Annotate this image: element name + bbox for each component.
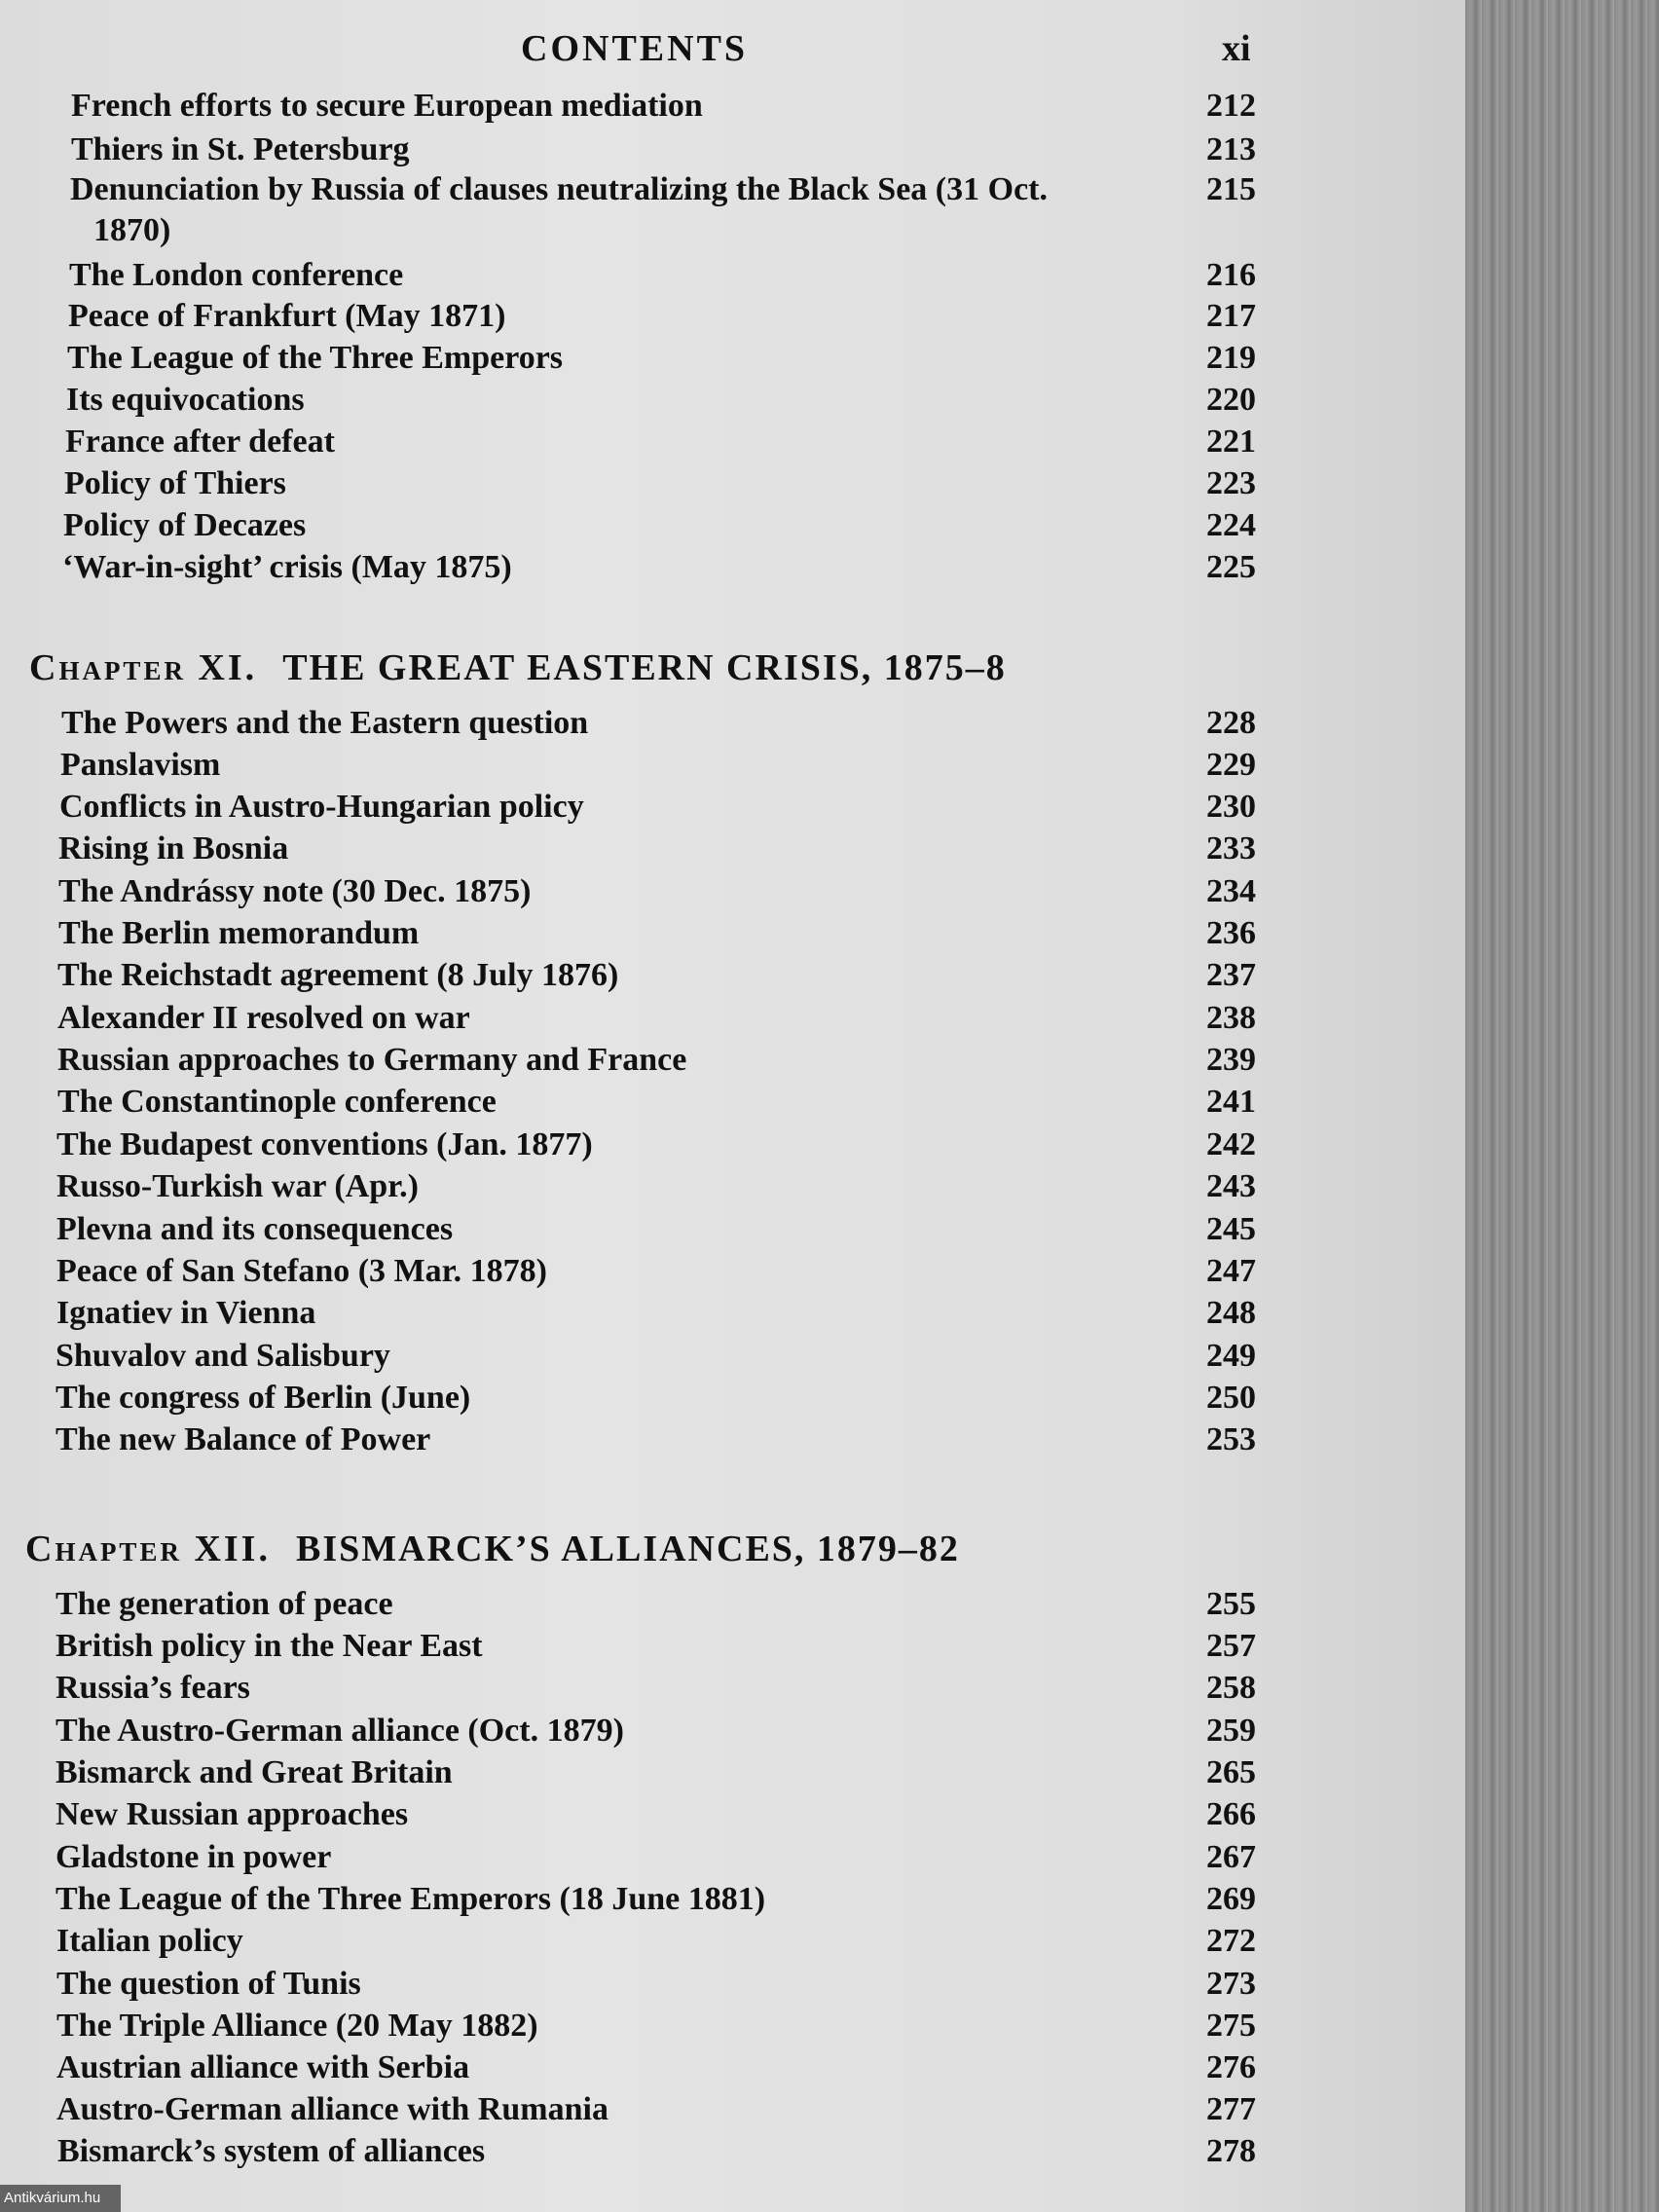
toc-entry-title: The Andrássy note (30 Dec. 1875) bbox=[58, 873, 532, 909]
toc-entry-title: The Triple Alliance (20 May 1882) bbox=[56, 2008, 538, 2044]
toc-entry-page: 236 bbox=[1206, 915, 1256, 951]
toc-entry-page: 242 bbox=[1206, 1126, 1256, 1162]
toc-entry-page: 278 bbox=[1206, 2133, 1256, 2169]
toc-entry-page: 250 bbox=[1206, 1380, 1256, 1416]
page-number: xi bbox=[1222, 28, 1251, 69]
toc-entry bbox=[57, 1000, 1256, 1043]
toc-entry bbox=[55, 1628, 1256, 1671]
toc-entry-title: Peace of San Stefano (3 Mar. 1878) bbox=[56, 1253, 547, 1289]
toc-entry-page: 267 bbox=[1206, 1839, 1256, 1875]
toc-entry-title: British policy in the Near East bbox=[55, 1628, 483, 1664]
toc-entry-page: 215 bbox=[1206, 171, 1256, 207]
toc-entry-title: Its equivocations bbox=[66, 382, 305, 418]
toc-entry bbox=[55, 1586, 1256, 1629]
toc-entry-page: 219 bbox=[1206, 340, 1256, 376]
toc-entry-page: 212 bbox=[1206, 88, 1256, 124]
toc-entry-title: New Russian approaches bbox=[55, 1796, 409, 1832]
toc-entry-page: 217 bbox=[1206, 298, 1256, 334]
chapter-heading-12 bbox=[25, 1528, 960, 1570]
toc-entry-title: Austro-German alliance with Rumania bbox=[56, 2091, 608, 2127]
toc-entry-page: 255 bbox=[1206, 1586, 1256, 1622]
toc-entry-page: 234 bbox=[1206, 873, 1256, 909]
toc-entry-title: Policy of Decazes bbox=[63, 507, 307, 543]
toc-entry-page: 223 bbox=[1206, 465, 1256, 501]
toc-entry-title: Denunciation by Russia of clauses neutralizing the Black Sea (31 Oct. bbox=[70, 171, 1048, 207]
toc-entry-page: 258 bbox=[1206, 1670, 1256, 1706]
toc-entry-page: 238 bbox=[1206, 1000, 1256, 1036]
toc-entry bbox=[55, 1380, 1256, 1422]
toc-entry-title: Panslavism bbox=[60, 747, 221, 783]
toc-entry bbox=[58, 873, 1256, 916]
chapter-label: Chapter XII. bbox=[25, 1529, 271, 1569]
toc-entry-title: Policy of Thiers bbox=[64, 465, 286, 501]
toc-entry bbox=[56, 1295, 1256, 1338]
toc-entry-page: 220 bbox=[1206, 382, 1256, 418]
toc-entry bbox=[71, 131, 1256, 174]
toc-entry-title: Conflicts in Austro-Hungarian policy bbox=[59, 789, 584, 825]
toc-entry-page: 277 bbox=[1206, 2091, 1256, 2127]
toc-entry-page: 221 bbox=[1206, 424, 1256, 460]
toc-entry-page: 228 bbox=[1206, 705, 1256, 741]
page-header bbox=[0, 27, 1465, 76]
toc-entry bbox=[56, 2091, 1256, 2134]
toc-entry-page: 243 bbox=[1206, 1168, 1256, 1204]
toc-entry bbox=[66, 382, 1256, 424]
toc-entry bbox=[55, 1670, 1256, 1713]
toc-entry bbox=[55, 1713, 1256, 1755]
toc-entry-page: 266 bbox=[1206, 1796, 1256, 1832]
chapter-label: Chapter XI. bbox=[29, 647, 258, 688]
toc-entry-page: 245 bbox=[1206, 1211, 1256, 1247]
toc-entry bbox=[64, 465, 1256, 508]
toc-entry-page: 275 bbox=[1206, 2008, 1256, 2044]
toc-entry-title: The London conference bbox=[69, 257, 404, 293]
toc-entry bbox=[56, 1966, 1256, 2009]
toc-entry-title: The League of the Three Emperors (18 June 1881) bbox=[55, 1881, 766, 1917]
toc-entry-title: The Budapest conventions (Jan. 1877) bbox=[56, 1126, 593, 1162]
toc-entry-title: Plevna and its consequences bbox=[56, 1211, 454, 1247]
toc-entry bbox=[59, 789, 1256, 831]
toc-entry bbox=[55, 1881, 1256, 1924]
toc-entry bbox=[60, 747, 1256, 790]
toc-entry bbox=[65, 424, 1256, 466]
toc-entry-title: The League of the Three Emperors bbox=[67, 340, 564, 376]
toc-entry-title: The congress of Berlin (June) bbox=[55, 1380, 471, 1416]
toc-entry-title: Bismarck and Great Britain bbox=[55, 1754, 453, 1790]
toc-entry-page: 247 bbox=[1206, 1253, 1256, 1289]
toc-entry-title: Peace of Frankfurt (May 1871) bbox=[68, 298, 506, 334]
toc-entry bbox=[55, 1839, 1256, 1882]
watermark: Antikvárium.hu bbox=[0, 2185, 121, 2212]
toc-entry-title: The generation of peace bbox=[55, 1586, 393, 1622]
toc-entry-title-continued: 1870) bbox=[93, 212, 171, 248]
toc-entry-page: 249 bbox=[1206, 1338, 1256, 1374]
toc-entry-page: 257 bbox=[1206, 1628, 1256, 1664]
toc-entry-page: 229 bbox=[1206, 747, 1256, 783]
toc-entry-title: ‘War-in-sight’ crisis (May 1875) bbox=[62, 549, 512, 585]
toc-entry bbox=[55, 1754, 1256, 1797]
toc-entry bbox=[61, 705, 1256, 748]
toc-entry-title: The Berlin memorandum bbox=[58, 915, 420, 951]
toc-entry-page: 230 bbox=[1206, 789, 1256, 825]
toc-entry bbox=[67, 340, 1256, 383]
toc-entry-page: 216 bbox=[1206, 257, 1256, 293]
toc-entry bbox=[55, 1338, 1256, 1381]
toc-entry-page: 241 bbox=[1206, 1084, 1256, 1120]
toc-entry-page: 224 bbox=[1206, 507, 1256, 543]
toc-entry-title: Russo-Turkish war (Apr.) bbox=[56, 1168, 419, 1204]
chapter-heading-11 bbox=[29, 646, 1007, 689]
toc-entry-page: 269 bbox=[1206, 1881, 1256, 1917]
page-title: CONTENTS bbox=[521, 28, 749, 69]
toc-entry bbox=[62, 549, 1256, 592]
toc-entry-page: 265 bbox=[1206, 1754, 1256, 1790]
toc-entry-title: The new Balance of Power bbox=[55, 1421, 431, 1457]
toc-entry bbox=[56, 1168, 1256, 1211]
toc-entry-title: Gladstone in power bbox=[55, 1839, 332, 1875]
toc-entry-title: Rising in Bosnia bbox=[58, 830, 289, 866]
toc-entry bbox=[56, 2008, 1256, 2050]
toc-entry-title: The Powers and the Eastern question bbox=[61, 705, 589, 741]
toc-entry-title: Shuvalov and Salisbury bbox=[55, 1338, 390, 1374]
toc-entry-title: Bismarck’s system of alliances bbox=[57, 2133, 486, 2169]
toc-entry bbox=[63, 507, 1256, 550]
toc-entry-title: Thiers in St. Petersburg bbox=[71, 131, 410, 167]
book-spine-edge bbox=[1465, 0, 1659, 2212]
toc-entry-title: The Reichstadt agreement (8 July 1876) bbox=[57, 957, 619, 993]
toc-entry bbox=[57, 2133, 1256, 2176]
toc-entry bbox=[58, 830, 1256, 873]
toc-entry-page: 237 bbox=[1206, 957, 1256, 993]
toc-entry-title: The question of Tunis bbox=[56, 1966, 361, 2002]
toc-entry-page: 248 bbox=[1206, 1295, 1256, 1331]
toc-entry-page: 259 bbox=[1206, 1713, 1256, 1749]
toc-entry-page: 272 bbox=[1206, 1923, 1256, 1959]
toc-entry bbox=[56, 1253, 1256, 1296]
toc-entry-title: The Constantinople conference bbox=[57, 1084, 497, 1120]
toc-entry bbox=[56, 1126, 1256, 1169]
toc-entry-title: Alexander II resolved on war bbox=[57, 1000, 470, 1036]
toc-entry-page: 233 bbox=[1206, 830, 1256, 866]
toc-entry-title: Ignatiev in Vienna bbox=[56, 1295, 316, 1331]
toc-entry bbox=[57, 957, 1256, 1000]
toc-entry bbox=[57, 1084, 1256, 1126]
toc-entry bbox=[56, 1211, 1256, 1254]
toc-entry-title: The Austro-German alliance (Oct. 1879) bbox=[55, 1713, 624, 1749]
toc-entry bbox=[55, 1796, 1256, 1839]
toc-entry bbox=[69, 257, 1256, 300]
toc-entry-page: 253 bbox=[1206, 1421, 1256, 1457]
toc-entry bbox=[58, 915, 1256, 958]
toc-entry-page: 239 bbox=[1206, 1042, 1256, 1078]
toc-entry-page: 276 bbox=[1206, 2049, 1256, 2085]
toc-entry bbox=[55, 1421, 1256, 1464]
toc-entry-title: Russia’s fears bbox=[55, 1670, 250, 1706]
toc-entry bbox=[56, 2049, 1256, 2092]
toc-entry-title: French efforts to secure European mediation bbox=[71, 88, 703, 124]
toc-entry bbox=[56, 1923, 1256, 1966]
toc-entry-page: 273 bbox=[1206, 1966, 1256, 2002]
toc-entry bbox=[70, 171, 1256, 248]
toc-entry-title: Austrian alliance with Serbia bbox=[56, 2049, 470, 2085]
toc-entry bbox=[71, 88, 1256, 130]
toc-entry bbox=[68, 298, 1256, 341]
toc-entry bbox=[57, 1042, 1256, 1085]
toc-entry-title: Italian policy bbox=[56, 1923, 243, 1959]
chapter-title: THE GREAT EASTERN CRISIS, 1875–8 bbox=[282, 647, 1007, 688]
toc-entry-title: Russian approaches to Germany and France bbox=[57, 1042, 687, 1078]
toc-entry-page: 213 bbox=[1206, 131, 1256, 167]
toc-entry-title: France after defeat bbox=[65, 424, 335, 460]
chapter-title: BISMARCK’S ALLIANCES, 1879–82 bbox=[295, 1529, 960, 1569]
toc-entry-page: 225 bbox=[1206, 549, 1256, 585]
